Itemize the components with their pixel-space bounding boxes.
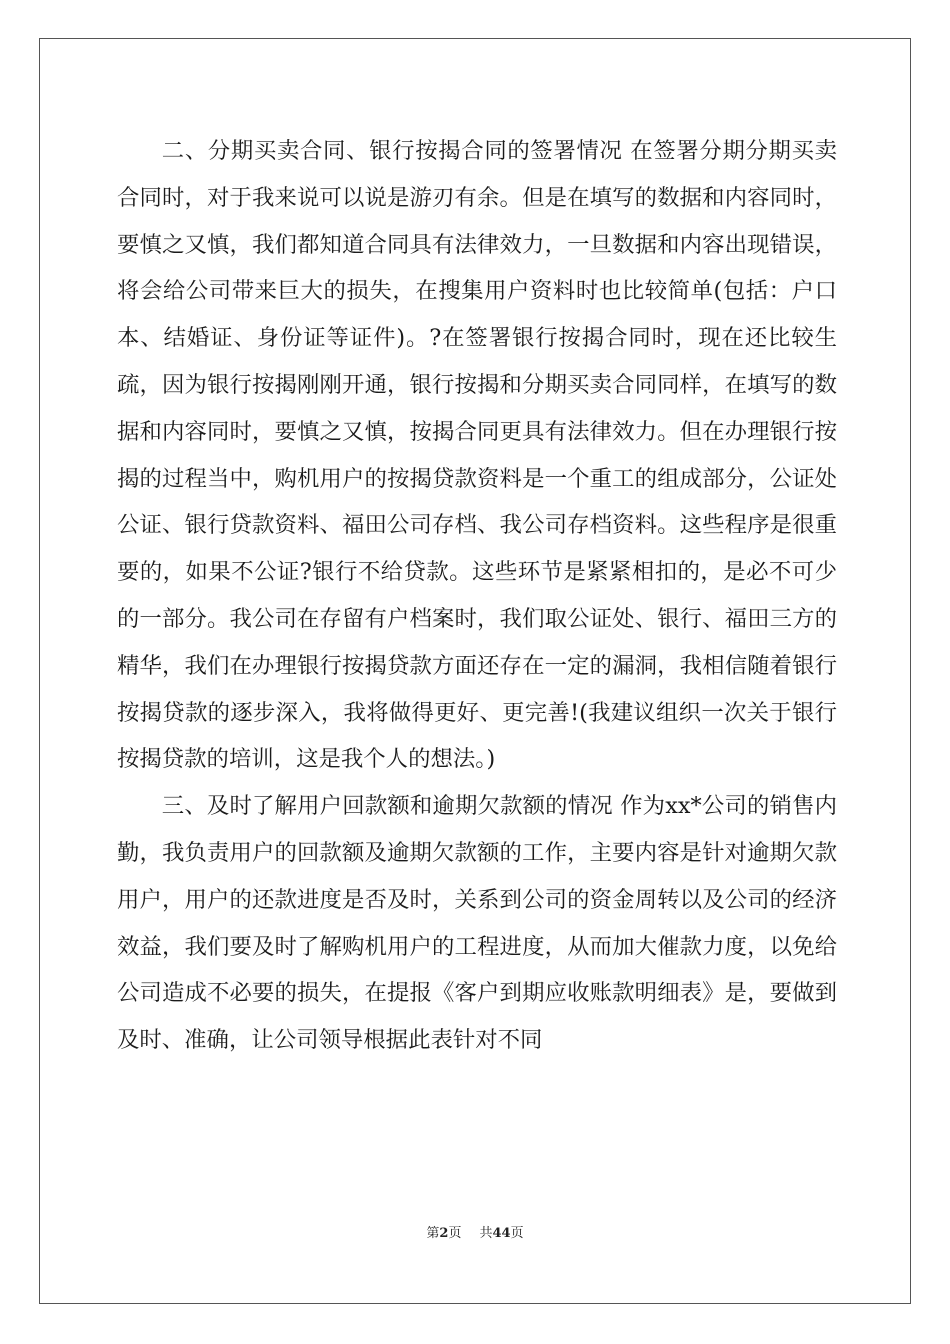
page-unit: 页 — [448, 1226, 462, 1241]
paragraph-payment-tracking: 三、及时了解用户回款额和逾期欠款额的情况 作为xx*公司的销售内勤，我负责用户的回款额及逾期欠款额的工作，主要内容是针对逾期欠款用户，用户的还款进度是否及时，关系到公司的资金周转以及公司的经济效益，我们要及时了解购机用户的工程进度，从而加大催款力度，以免给公司造成不必要的损失，在提报《客户到期应收账款明细表》是，要做到及时、准确，让公司领导根据此表针对不同 — [117, 793, 837, 1054]
paragraph-contract-signing: 二、分期买卖合同、银行按揭合同的签署情况 在签署分期分期买卖合同时，对于我来说可以说是游刃有余。但是在填写的数据和内容同时，要慎之又慎，我们都知道合同具有法律效力，一旦数据和内容出现错误，将会给公司带来巨大的损失，在搜集用户资料时也比较简单(包括：户口本、结婚证、身份证等证件)。?在签署银行按揭合同时，现在还比较生疏，因为银行按揭刚刚开通，银行按揭和分期买卖合同同样，在填写的数据和内容同时，要慎之又慎，按揭合同更具有法律效力。但在办理银行按揭的过程当中，购机用户的按揭贷款资料是一个重工的组成部分，公证处公证、银行贷款资料、福田公司存档、我公司存档资料。这些程序是很重要的，如果不公证?银行不给贷款。这些环节是紧紧相扣的，是必不可少的一部分。我公司在存留有户档案时，我们取公证处、银行、福田三方的精华，我们在办理银行按揭贷款方面还存在一定的漏洞，我相信随着银行按揭贷款的逐步深入，我将做得更好、更完善!(我建议组织一次关于银行按揭贷款的培训，这是我个人的想法。) — [117, 138, 837, 773]
total-unit: 页 — [510, 1226, 524, 1241]
document-body — [117, 128, 837, 1064]
page-current: 2 — [439, 1226, 449, 1241]
total-prefix: 共 — [479, 1226, 493, 1241]
page-total: 44 — [492, 1226, 511, 1241]
page-prefix: 第 — [426, 1226, 440, 1241]
page-footer — [0, 1222, 950, 1241]
